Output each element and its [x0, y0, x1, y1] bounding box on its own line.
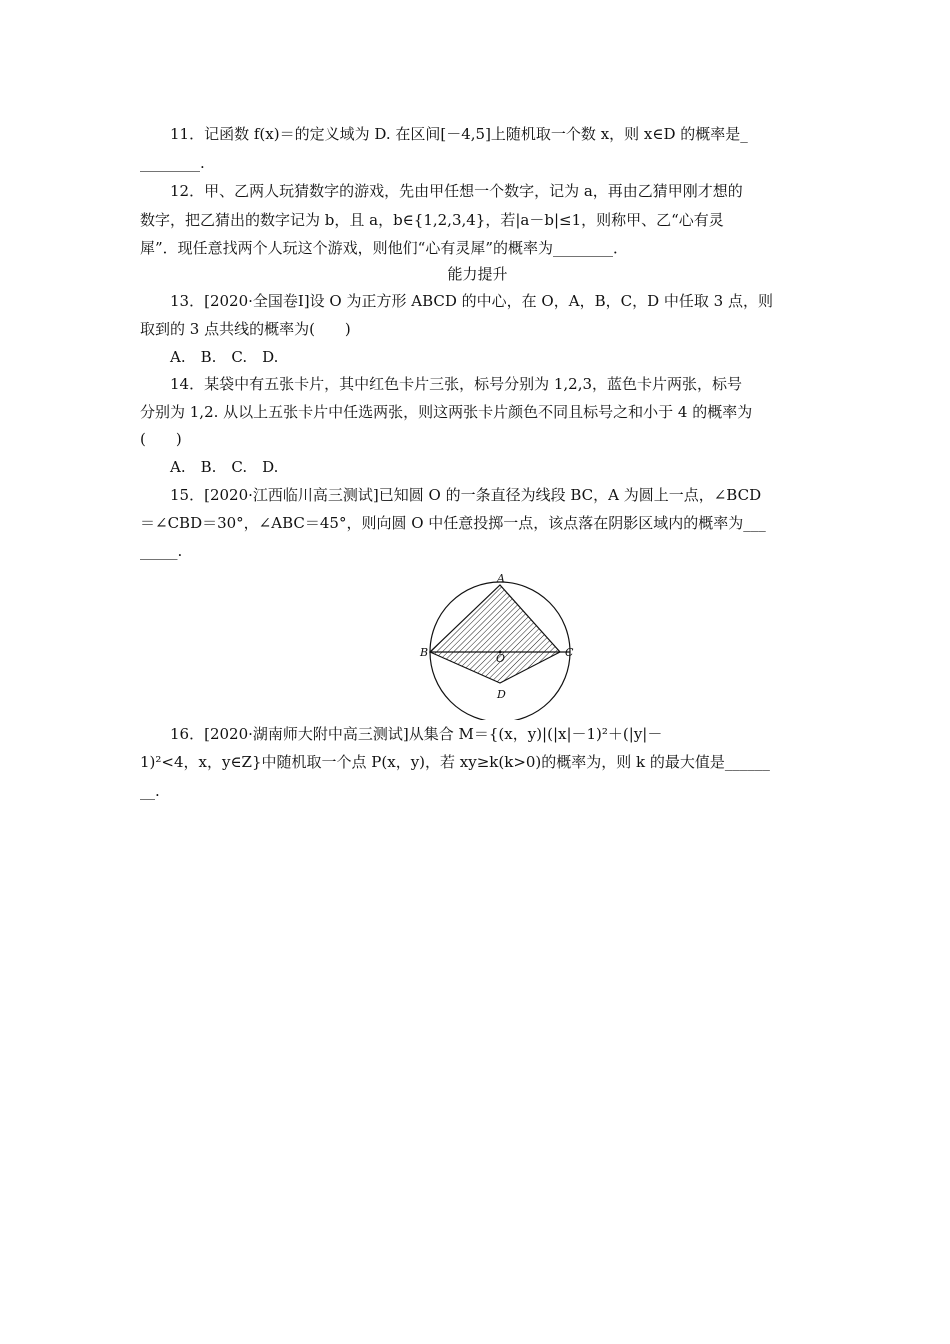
shaded-quadrilateral: [430, 585, 560, 683]
q16-line1: 16．[2020·湖南师大附中高三测试]从集合 M＝{(x，y)|(|x|－1)²＋(|y|－: [140, 725, 663, 743]
q16-line2: 1)²<4，x，y∈Z}中随机取一个点 P(x，y)，若 xy≥k(k>0)的概率为，则 k 的最大值是______: [140, 753, 770, 771]
label-c: C: [565, 646, 574, 659]
label-a: A: [497, 572, 505, 585]
label-o: O: [496, 652, 506, 665]
q14-line2: 分别为 1,2. 从以上五张卡片中任选两张，则这两张卡片颜色不同且标号之和小于 4 的概率为: [140, 403, 753, 421]
q12-line1: 12．甲、乙两人玩猜数字的游戏，先由甲任想一个数字，记为 a，再由乙猜甲刚才想的: [140, 182, 743, 200]
q14-line3: ( ): [140, 430, 182, 448]
q12-line3: 犀”．现任意找两个人玩这个游戏，则他们“心有灵犀”的概率为________．: [140, 239, 629, 257]
q13-line2: 取到的 3 点共线的概率为( ): [140, 320, 351, 338]
q12-line2: 数字，把乙猜出的数字记为 b，且 a，b∈{1,2,3,4}，若|a－b|≤1，则称甲、乙“心有灵: [140, 211, 724, 229]
q15-line1: 15．[2020·江西临川高三测试]已知圆 O 的一条直径为线段 BC，A 为圆上一点，∠BCD: [140, 486, 762, 504]
q15-line2: ＝∠CBD＝30°，∠ABC＝45°，则向圆 O 中任意投掷一点，该点落在阴影区域内的概率为___: [140, 514, 766, 532]
section-heading: 能力提升: [447, 265, 508, 283]
q13-line1: 13．[2020·全国卷Ⅰ]设 O 为正方形 ABCD 的中心，在 O，A，B，C，D 中任取 3 点，则: [140, 292, 773, 310]
label-b: B: [420, 646, 429, 659]
q14-options: A. B. C. D.: [140, 458, 279, 476]
q15-line3: _____.: [140, 542, 183, 560]
q16-line3: __.: [140, 782, 160, 800]
q11-line2: ________.: [140, 154, 205, 172]
label-d: D: [497, 688, 506, 701]
q13-options: A. B. C. D.: [140, 348, 279, 366]
q11-line1: 11．记函数 f(x)＝的定义域为 D. 在区间[－4,5]上随机取一个数 x，则 x∈D 的概率是_: [140, 125, 748, 143]
circle-figure: [405, 570, 595, 720]
q14-line1: 14．某袋中有五张卡片，其中红色卡片三张，标号分别为 1,2,3，蓝色卡片两张，标号: [140, 375, 743, 393]
